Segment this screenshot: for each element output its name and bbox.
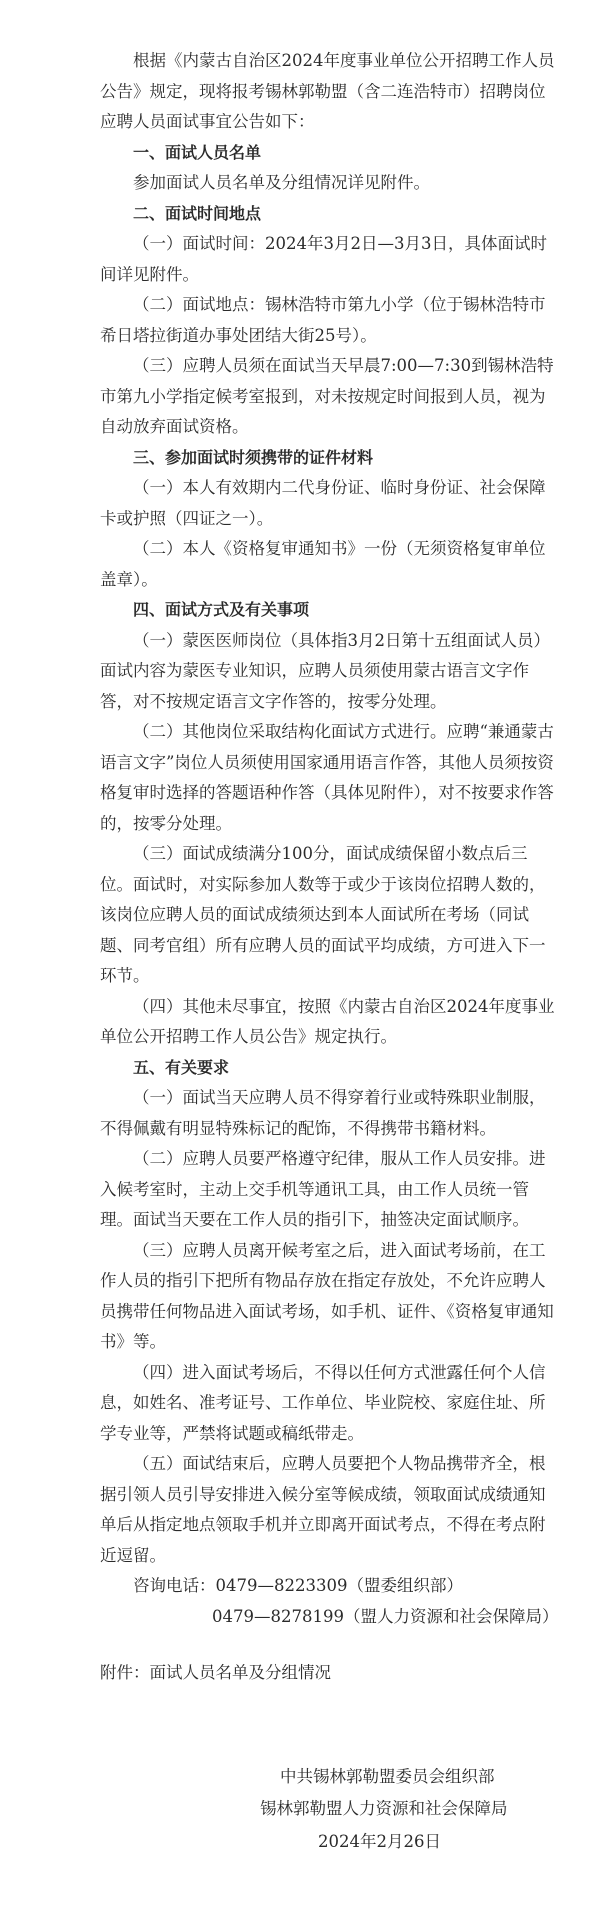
contact-label: 咨询电话： [133,1576,216,1595]
section-2-para-1: （一）面试时间：2024年3月2日—3月3日，具体面试时间详见附件。 [100,234,547,284]
section-5-para-2: （二）应聘人员要严格遵守纪律，服从工作人员安排。进入候考室时，主动上交手机等通讯工具，由工作人员统一管理。面试当天要在工作人员的指引下，抽签决定面试顺序。 [100,1149,546,1229]
section-heading-3: 三、参加面试时须携带的证件材料 [133,447,374,467]
section-3-para-2: （二）本人《资格复审通知书》一份（无须资格复审单位盖章）。 [100,539,546,589]
section-3-para-1: （一）本人有效期内二代身份证、临时身份证、社会保障卡或护照（四证之一）。 [100,478,546,528]
intro-paragraph: 根据《内蒙古自治区2024年度事业单位公开招聘工作人员公告》规定，现将报考锡林郭勒盟（含二连浩特市）招聘岗位应聘人员面试事宜公告如下： [100,51,555,131]
signature-org-2: 锡林郭勒盟人力资源和社会保障局 [260,1799,508,1818]
section-1-para-1: 参加面试人员名单及分组情况详见附件。 [133,173,430,192]
section-4-para-2: （二）其他岗位采取结构化面试方式进行。应聘“兼通蒙古语言文字”岗位人员须使用国家通用语言作答，其他人员须按资格复审时选择的答题语种作答（具体见附件），对不按要求作答的，按零分处理。 [100,722,554,833]
section-5-para-1: （一）面试当天应聘人员不得穿着行业或特殊职业制服，不得佩戴有明显特殊标记的配饰，不得携带书籍材料。 [100,1088,546,1138]
section-2-para-2: （二）面试地点：锡林浩特市第九小学（位于锡林浩特市希日塔拉街道办事处团结大街25号）。 [100,295,546,345]
contact-phone-1: 0479—8223309（盟委组织部） [215,1576,463,1595]
section-4-para-3: （三）面试成绩满分100分，面试成绩保留小数点后三位。面试时，对实际参加人数等于或少于该岗位招聘人数的，该岗位应聘人员的面试成绩须达到本人面试所在考场（同试题、同考官组）所有应聘人员的面试平均成绩，方可进入下一环节。 [100,844,546,985]
section-heading-5: 五、有关要求 [133,1057,230,1077]
section-5-para-3: （三）应聘人员离开候考室之后，进入面试考场前，在工作人员的指引下把所有物品存放在指定存放处，不允许应聘人员携带任何物品进入面试考场，如手机、证件、《资格复审通知书》等。 [100,1240,554,1351]
section-5-para-5: （五）面试结束后，应聘人员要把个人物品携带齐全，根据引领人员引导安排进入候分室等候成绩，领取面试成绩通知单后从指定地点领取手机并立即离开面试考点，不得在考点附近逗留。 [100,1454,546,1565]
section-heading-2: 二、面试时间地点 [133,203,262,223]
section-5-para-4: （四）进入面试考场后，不得以任何方式泄露任何个人信息，如姓名、准考证号、工作单位、毕业院校、家庭住址、所学专业等，严禁将试题或稿纸带走。 [100,1362,546,1443]
section-2-para-3: （三）应聘人员须在面试当天早晨7:00—7:30到锡林浩特市第九小学指定候考室报到，对未按规定时间报到人员，视为自动放弃面试资格。 [100,356,554,436]
section-heading-4: 四、面试方式及有关事项 [133,600,310,619]
section-4-para-1: （一）蒙医医师岗位（具体指3月2日第十五组面试人员）面试内容为蒙医专业知识，应聘人员须使用蒙古语言文字作答，对不按规定语言文字作答的，按零分处理。 [100,630,550,711]
attachment-note: 附件：面试人员名单及分组情况 [100,1663,331,1682]
signature-date: 2024年2月26日 [318,1832,441,1851]
section-heading-1: 一、面试人员名单 [133,142,262,162]
contact-line-1 [100,1571,559,1602]
signature-org-1: 中共锡林郭勒盟委员会组织部 [280,1767,495,1786]
contact-phone-2: 0479—8278199（盟人力资源和社会保障局） [212,1606,559,1626]
section-4-para-4: （四）其他未尽事宜，按照《内蒙古自治区2024年度事业单位公开招聘工作人员公告》规定执行。 [100,996,555,1046]
